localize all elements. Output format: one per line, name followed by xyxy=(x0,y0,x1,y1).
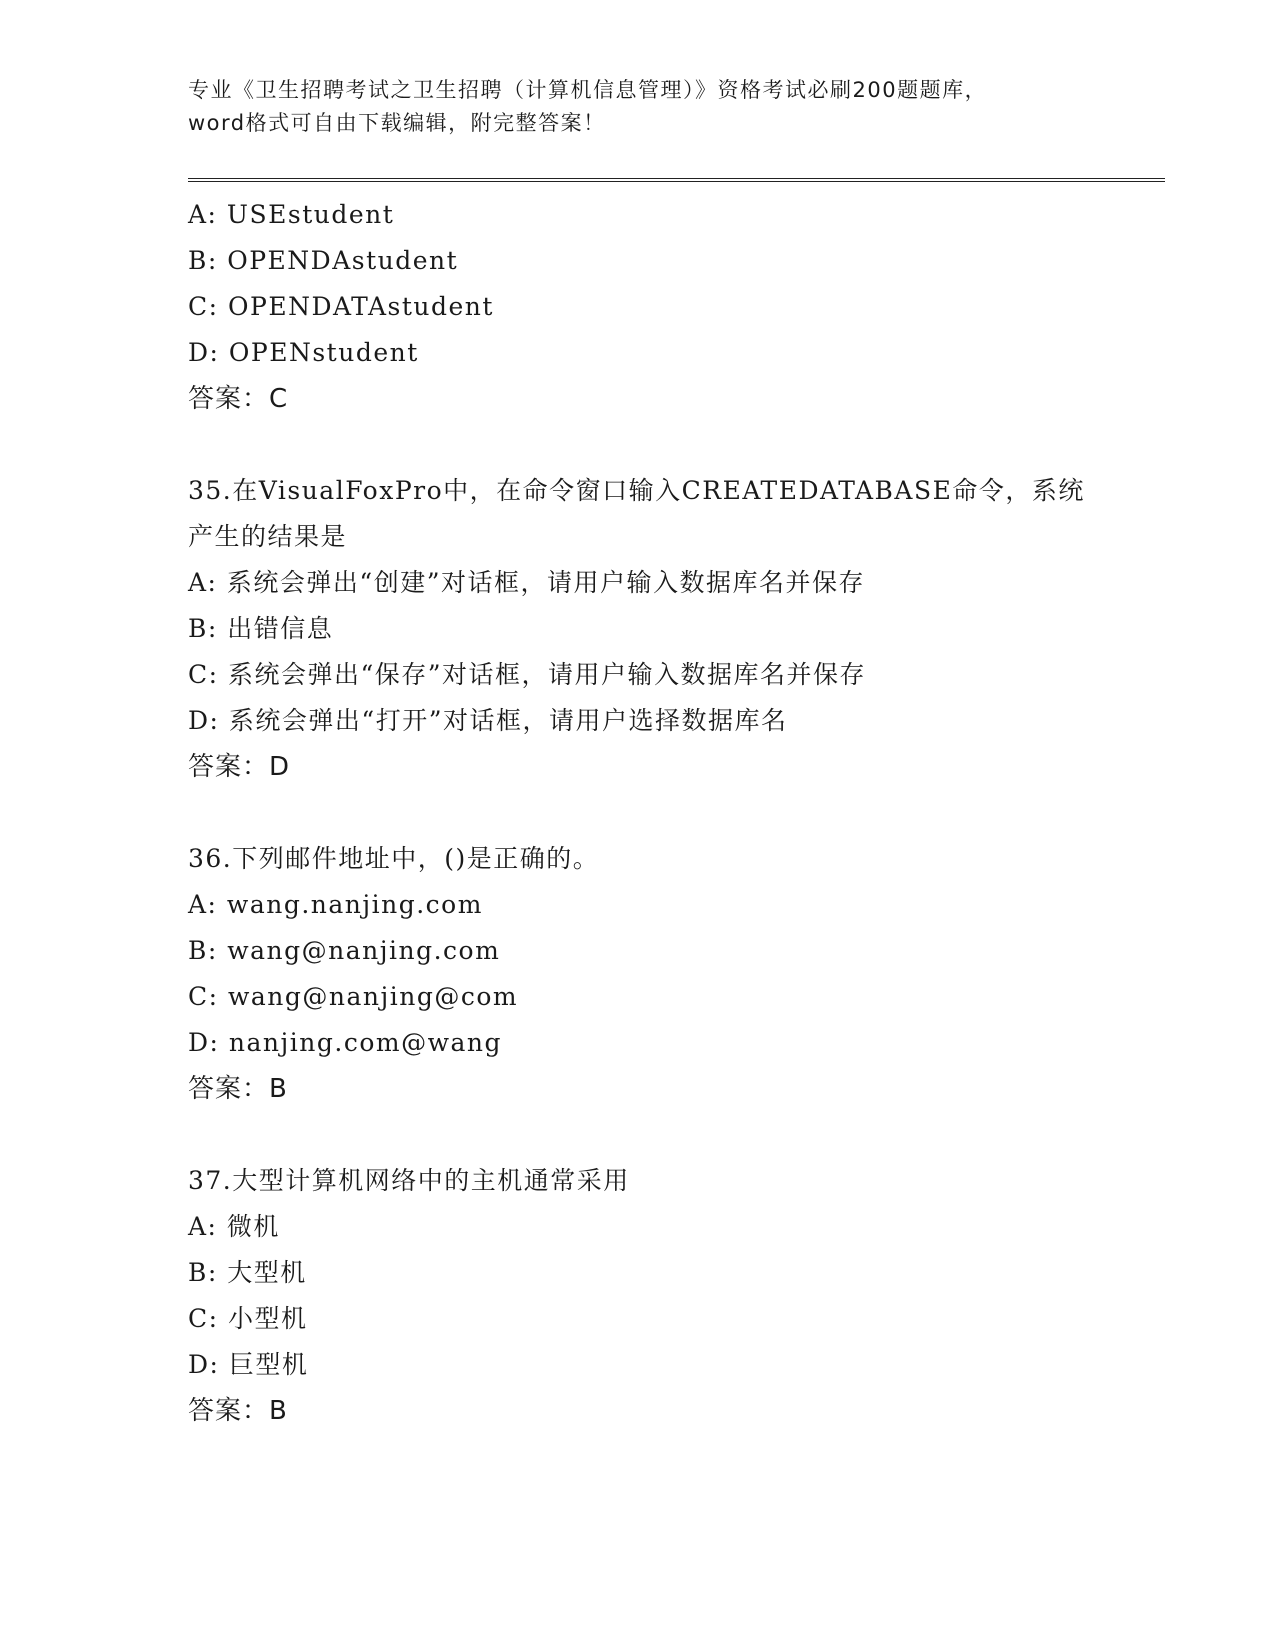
option-b: B: OPENDAstudent xyxy=(188,246,459,275)
header-divider xyxy=(188,178,1165,182)
question-block-35 xyxy=(188,468,1088,790)
document-header xyxy=(188,74,1088,140)
option-a: A: 微机 xyxy=(188,1212,280,1241)
option-b: B: 大型机 xyxy=(188,1258,307,1287)
option-a: A: wang.nanjing.com xyxy=(188,890,483,919)
answer-line: 答案：D xyxy=(188,752,291,782)
option-c: C: wang@nanjing@com xyxy=(188,982,519,1011)
question-stem: 37.大型计算机网络中的主机通常采用 xyxy=(188,1166,630,1195)
question-block-37 xyxy=(188,1158,1088,1434)
option-d: D: 系统会弹出“打开”对话框，请用户选择数据库名 xyxy=(188,706,788,735)
option-c: C: 小型机 xyxy=(188,1304,308,1333)
option-b: B: 出错信息 xyxy=(188,614,334,643)
header-line-2: word格式可自由下载编辑，附完整答案！ xyxy=(188,111,606,135)
option-d: D: 巨型机 xyxy=(188,1350,309,1379)
option-c: C: 系统会弹出“保存”对话框，请用户输入数据库名并保存 xyxy=(188,660,867,689)
document-body xyxy=(188,192,1088,1434)
answer-line: 答案：B xyxy=(188,1396,288,1426)
answer-line: 答案：B xyxy=(188,1074,288,1104)
option-b: B: wang@nanjing.com xyxy=(188,936,501,965)
option-a: A: 系统会弹出“创建”对话框，请用户输入数据库名并保存 xyxy=(188,568,865,597)
header-line-1: 专业《卫生招聘考试之卫生招聘（计算机信息管理）》资格考试必刷200题题库， xyxy=(188,78,988,102)
option-d: D: OPENstudent xyxy=(188,338,419,367)
question-block-36 xyxy=(188,836,1088,1112)
question-block-34 xyxy=(188,192,1088,422)
question-stem-line-2: 产生的结果是 xyxy=(188,522,348,551)
answer-line: 答案：C xyxy=(188,384,289,414)
question-stem-line-1: 35.在VisualFoxPro中，在命令窗口输入CREATEDATABASE命令，系统 xyxy=(188,476,1085,505)
question-stem: 36.下列邮件地址中，()是正确的。 xyxy=(188,844,600,873)
option-a: A: USEstudent xyxy=(188,200,395,229)
option-c: C: OPENDATAstudent xyxy=(188,292,494,321)
option-d: D: nanjing.com@wang xyxy=(188,1028,502,1057)
